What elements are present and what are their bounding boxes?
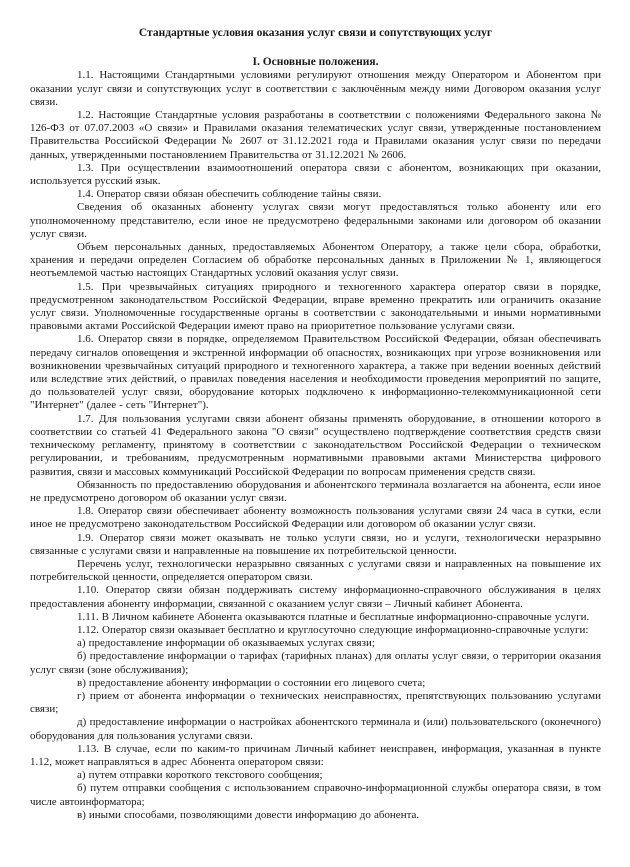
paragraph: б) предоставление информации о тарифах (тарифных планах) для оплаты услуг связи, о территории оказания услуг связи (зоне обслуживания); <box>30 650 601 676</box>
paragraph: 1.1. Настоящими Стандартными условиями регулируют отношения между Оператором и Абонентом при оказании услуг связи и сопутствующих услуг в соответствии с заключённым между ними Договором оказания услуг связи. <box>30 69 601 108</box>
paragraph: в) иными способами, позволяющими довести информацию до абонента. <box>77 808 420 821</box>
paragraph: Объем персональных данных, предоставляемых Абонентом Оператору, а также цели сбора, обработки, хранения и передачи определен Согласием об обработке персональных данных в Приложении № 1, являющегося неотъемлемой частью настоящих Стандартных условий оказания услуг связи. <box>30 241 601 280</box>
paragraph: д) предоставление информации о настройках абонентского терминала и (или) пользовательского (оконечного) оборудования для пользования услугами связи. <box>30 716 601 742</box>
paragraph: 1.13. В случае, если по каким-то причинам Личный кабинет неисправен, информация, указанная в пункте 1.12, может направляться в адрес Абонента оператором связи: <box>30 742 601 768</box>
paragraph: 1.2. Настоящие Стандартные условия разработаны в соответствии с положениями Федерального закона № 126-ФЗ от 07.07.2003 «О связи» и Правилами оказания телематических услуг связи, утвержденные постановлением Правительства Российской Федерации № 2607 от 31.12.2021 года и Правилами оказания услуг связи по передачи данных, утвержденными постановлением Правительства от 31.12.2021 № 2606. <box>30 109 601 161</box>
paragraph: а) путем отправки короткого текстового сообщения; <box>77 769 323 782</box>
paragraph: 1.5. При чрезвычайных ситуациях природного и техногенного характера оператор связи в порядке, предусмотренном законодательством Российской Федерации, вправе временно прекратить или ограничить оказание услуг связи. Уполномоченные государственные органы в соответствии с законодательными и иными нормативными правовыми актами Российской Федерации имеют право на приоритетное пользование услугами связи. <box>30 280 601 333</box>
paragraph: 1.9. Оператор связи может оказывать не только услуги связи, но и услуги, технологически неразрывно связанные с услугами связи и направленные на повышение их потребительской ценности. <box>30 531 601 557</box>
paragraph: 1.11. В Личном кабинете Абонента оказываются платные и бесплатные информационно-справочные услуги. <box>77 610 590 623</box>
paragraph: в) предоставление абоненту информации о состоянии его лицевого счета; <box>77 676 426 689</box>
paragraph: Сведения об оказанных абоненту услугах связи могут предоставляться только абоненту или его уполномоченному представителю, если иное не предусмотрено федеральными законами или договором об оказании услуг связи. <box>30 201 601 240</box>
document-title: Стандартные условия оказания услуг связи и сопутствующих услуг <box>138 27 493 39</box>
document-body <box>30 69 601 822</box>
paragraph: а) предоставление информации об оказываемых услугах связи; <box>77 637 375 650</box>
paragraph: б) путем отправки сообщения с использованием справочно-информационной службы оператора связи, в том числе автоинформатора; <box>30 782 601 808</box>
paragraph: 1.10. Оператор связи обязан поддерживать систему информационно-справочного обслуживания в целях предоставления абоненту информации, связанной с оказанием услуг связи – Личный кабинет Абонента. <box>30 584 601 610</box>
paragraph: 1.12. Оператор связи оказывает бесплатно и круглосуточно следующие информационно-справочные услуги: <box>77 623 589 636</box>
paragraph: 1.4. Оператор связи обязан обеспечить соблюдение тайны связи. <box>77 188 382 201</box>
paragraph: 1.3. При осуществлении взаимоотношений оператора связи с абонентом, возникающих при оказании, используется русский язык. <box>30 161 601 188</box>
paragraph: Обязанность по предоставлению оборудования и абонентского терминала возлагается на абонента, если иное не предусмотрено договором об оказании услуг связи. <box>30 478 601 504</box>
paragraph: г) прием от абонента информации о технических неисправностях, препятствующих пользованию услугами связи; <box>30 689 601 716</box>
paragraph: 1.7. Для пользования услугами связи абонент обязаны применять оборудование, в отношении которого в соответствии со статьей 41 Федерального закона "О связи" осуществлено подтверждение соответствия средств связи техническому регламенту, принятому в соответствии с законодательством Российской Федерации о техническом регулировании, и требованиям, предусмотренным нормативными правовыми актами Министерства цифрового развития, связи и массовых коммуникаций Российской Федерации по вопросам применения средств связи. <box>30 412 601 478</box>
paragraph: 1.6. Оператор связи в порядке, определяемом Правительством Российской Федерации, обязан обеспечивать передачу сигналов оповещения и экстренной информации об опасностях, возникающих при угрозе возникновения или возникновении чрезвычайных ситуаций природного и техногенного характера, а также при ведении военных действий или вследствие этих действий, о правилах поведения населения и необходимости проведения мероприятий по защите, до пользователей услуг связи, оборудование которых подключено к информационно-телекоммуникационной сети "Интернет" (далее - сеть "Интернет"). <box>30 333 601 412</box>
section-heading: I. Основные положения. <box>252 56 379 69</box>
paragraph: 1.8. Оператор связи обеспечивает абоненту возможность пользования услугами связи 24 часа в сутки, если иное не предусмотрено законодательством Российской Федерации или договором об оказании услуг связи. <box>30 505 601 531</box>
paragraph: Перечень услуг, технологически неразрывно связанных с услугами связи и направленных на повышение их потребительской ценности, определяется оператором связи. <box>30 557 601 584</box>
